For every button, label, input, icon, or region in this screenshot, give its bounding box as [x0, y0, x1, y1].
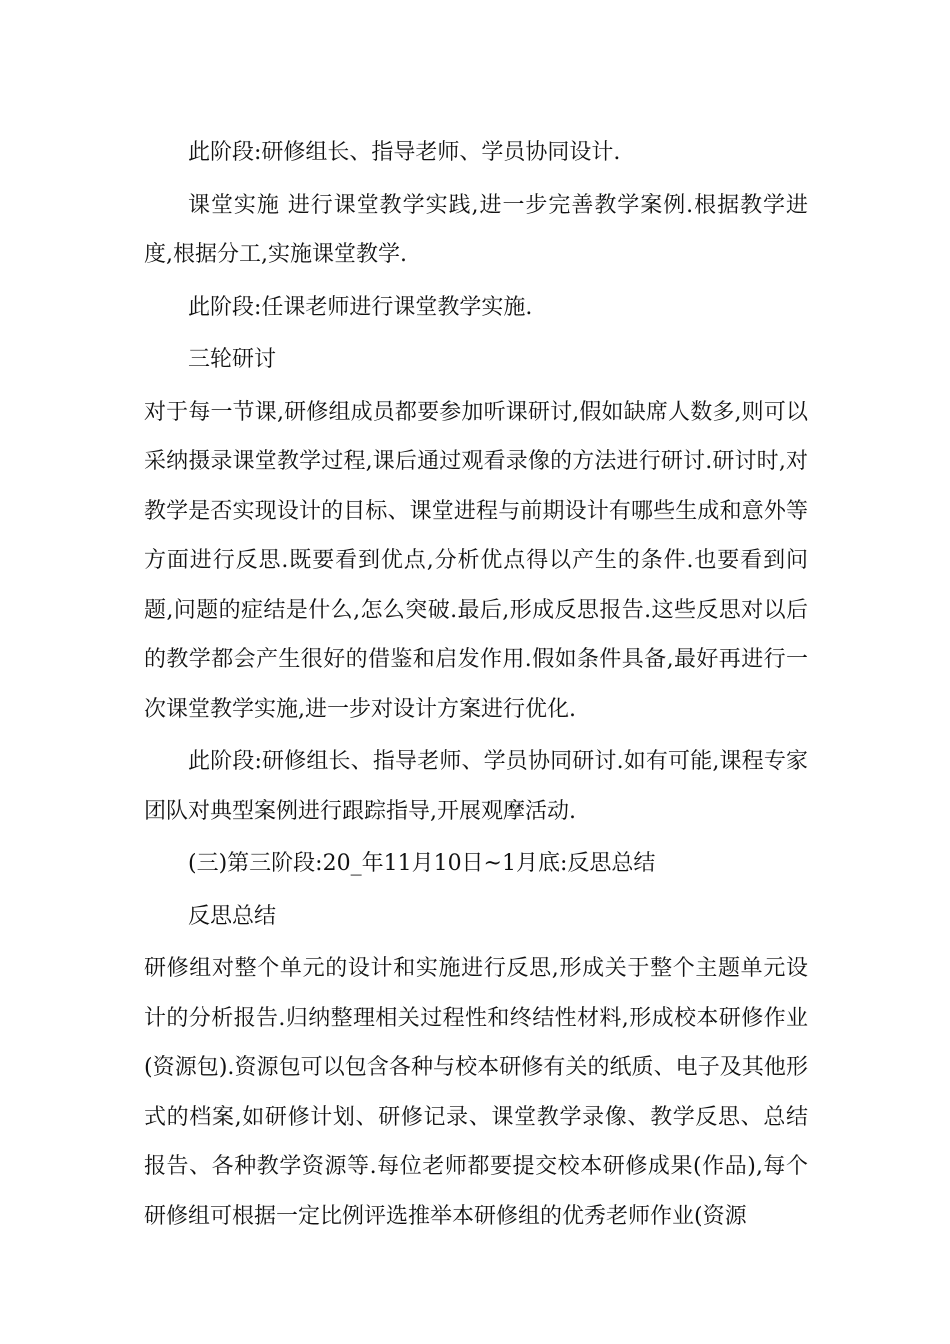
- paragraph-stage-design: 此阶段:研修组长、指导老师、学员协同设计.: [188, 140, 621, 165]
- paragraph-heading-third-stage: (三)第三阶段:20_年11月10日~1月底:反思总结: [188, 851, 656, 876]
- paragraph-classroom-implementation: 课堂实施 进行课堂教学实践,进一步完善教学案例.根据教学进度,根据分工,实施课堂教学.: [144, 192, 808, 267]
- paragraph-stage-implementation: 此阶段:任课老师进行课堂教学实施.: [188, 294, 533, 320]
- paragraph-heading-third-discussion: 三轮研讨: [188, 347, 277, 372]
- paragraph-discussion-body: 对于每一节课,研修组成员都要参加听课研讨,假如缺席人数多,则可以采纳摄录课堂教学过程,课后通过观看录像的方法进行研讨.研讨时,对教学是否实现设计的目标、课堂进程与前期设计有哪些生成和意外等方面进行反思.既要看到优点,分析优点得以产生的条件.也要看到问题,问题的症结是什么,怎么突破.最后,形成反思报告.这些反思对以后的教学都会产生很好的借鉴和启发作用.假如条件具备,最好再进行一次课堂教学实施,进一步对设计方案进行优化.: [144, 399, 808, 722]
- paragraph-heading-reflection: 反思总结: [188, 903, 277, 929]
- paragraph-stage-discussion: 此阶段:研修组长、指导老师、学员协同研讨.如有可能,课程专家团队对典型案例进行跟踪指导,开展观摩活动.: [144, 749, 808, 824]
- document-body: [144, 128, 808, 1244]
- paragraph-reflection-body: 研修组对整个单元的设计和实施进行反思,形成关于整个主题单元设计的分析报告.归纳整理相关过程性和终结性材料,形成校本研修作业(资源包).资源包可以包含各种与校本研修有关的纸质、电子及其他形式的档案,如研修计划、研修记录、课堂教学录像、教学反思、总结报告、各种教学资源等.每位老师都要提交校本研修成果(作品),每个研修组可根据一定比例评选推举本研修组的优秀老师作业(资源: [144, 956, 808, 1229]
